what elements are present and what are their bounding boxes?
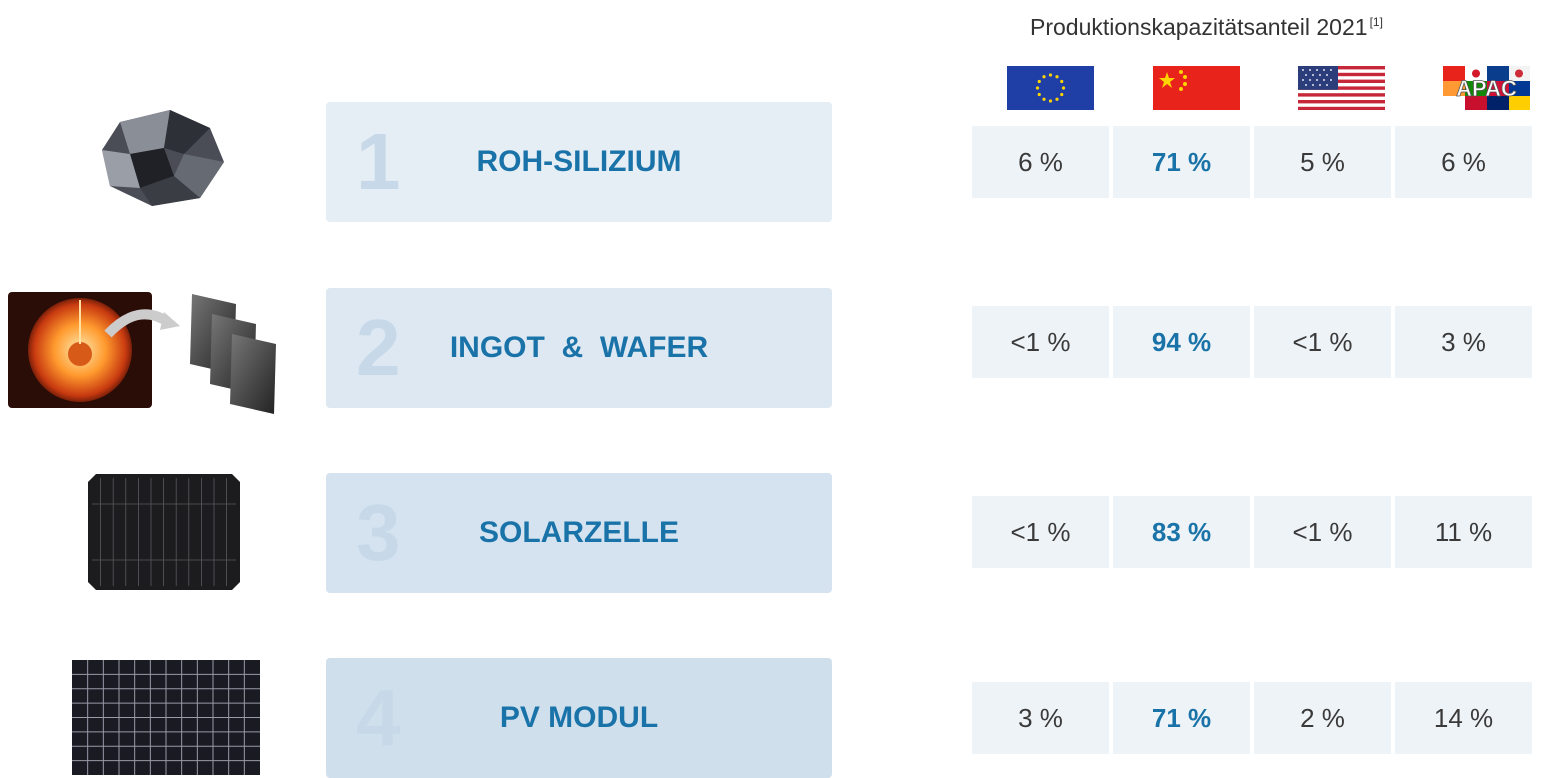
raw-silicon-image — [100, 110, 228, 206]
values-row-solar-cell — [972, 496, 1532, 568]
step-number: 3 — [356, 488, 401, 577]
values-row-pv-module — [972, 682, 1532, 754]
pv-module-image — [72, 660, 260, 775]
values-row-ingot-wafer — [972, 306, 1532, 378]
value-apac: 6 % — [1395, 126, 1532, 198]
solar-cell-image — [88, 474, 240, 590]
usa-flag-icon — [1298, 66, 1385, 110]
value-eu: 6 % — [972, 126, 1109, 198]
apac-flags-icon — [1443, 66, 1530, 110]
value-usa: <1 % — [1254, 306, 1391, 378]
step-label: SOLARZELLE — [479, 516, 679, 549]
value-eu: <1 % — [972, 496, 1109, 568]
step-box-pv-module — [326, 658, 832, 778]
value-apac: 11 % — [1395, 496, 1532, 568]
value-china: 71 % — [1113, 682, 1250, 754]
step-label: INGOT & WAFER — [449, 331, 709, 364]
value-eu: 3 % — [972, 682, 1109, 754]
step-box-ingot-wafer — [326, 288, 832, 408]
value-eu: <1 % — [972, 306, 1109, 378]
step-box-solar-cell — [326, 473, 832, 593]
title-text: Produktionskapazitätsanteil 2021 — [1030, 14, 1368, 40]
value-apac: 14 % — [1395, 682, 1532, 754]
step-label: ROH-SILIZIUM — [476, 145, 682, 178]
ingot-wafer-image — [8, 288, 308, 438]
chart-title — [1030, 14, 1530, 41]
eu-flag-icon — [1007, 66, 1094, 110]
value-china: 94 % — [1113, 306, 1250, 378]
value-usa: 5 % — [1254, 126, 1391, 198]
value-usa: 2 % — [1254, 682, 1391, 754]
apac-label: APAC — [1456, 76, 1517, 101]
step-number: 1 — [356, 117, 401, 206]
footnote-ref: [1] — [1369, 15, 1383, 29]
values-row-raw-silicon — [972, 126, 1532, 198]
step-number: 4 — [356, 673, 401, 762]
step-label: PV MODUL — [499, 701, 659, 734]
china-flag-icon — [1153, 66, 1240, 110]
value-china: 83 % — [1113, 496, 1250, 568]
value-usa: <1 % — [1254, 496, 1391, 568]
value-apac: 3 % — [1395, 306, 1532, 378]
value-china: 71 % — [1113, 126, 1250, 198]
step-number: 2 — [356, 303, 401, 392]
step-box-raw-silicon — [326, 102, 832, 222]
